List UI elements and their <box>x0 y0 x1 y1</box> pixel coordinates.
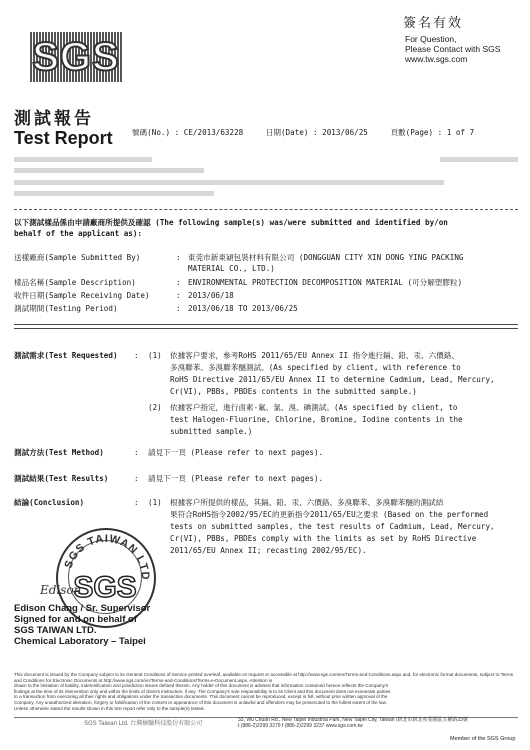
verify-line: For Question, <box>405 34 457 44</box>
item-line: 依據客户要求，參考RoHS 2011/65/EU Annex II 指令進行鎘、鉛、汞、六價鉻、 <box>170 351 459 360</box>
section-colon: : <box>134 474 139 483</box>
report-meta <box>132 127 492 138</box>
footer-company: SGS Taiwan Ltd. 台灣檢驗科技股份有限公司 <box>84 721 203 727</box>
disclaimer-line: Company. Any unauthorized alteration, forgery or falsification of the content or appearance of this document is unlawful and offenders may be prosecuted to the fullest extent of the law. <box>14 699 387 705</box>
field-value: MATERIAL CO., LTD.) <box>188 264 275 273</box>
item-line: test Halogen-Fluorine, Chlorine, Bromine, Iodine contents in the <box>170 415 463 424</box>
verify-line: Please Contact with SGS <box>405 44 501 54</box>
conclusion-line: 果符合RoHS指令2002/95/EC的更新指令2011/65/EU之要求 (Based on the performed <box>170 510 489 519</box>
redacted-line <box>14 180 444 185</box>
field-colon: : <box>176 278 181 287</box>
signatory-line: Signed for and on behalf of <box>14 614 137 625</box>
intro-line: behalf of the applicant as): <box>14 229 143 238</box>
field-label: 樣品名稱(Sample Description) <box>14 278 136 287</box>
test-requested-label: 測試需求(Test Requested) <box>14 351 118 360</box>
section-colon: : <box>134 498 139 507</box>
seal-logo: SGS <box>73 571 137 604</box>
item-line: 多溴聯苯、多溴聯苯醚測試。(As specified by client, with reference to <box>170 363 461 372</box>
field-colon: : <box>176 291 181 300</box>
divider <box>14 209 518 210</box>
field-value: ENVIRONMENTAL PROTECTION DECOMPOSITION MATERIAL (可分解塑膠粒) <box>188 278 463 287</box>
item-number: (2) <box>148 403 162 412</box>
field-label: 收件日期(Sample Receiving Date) <box>14 291 150 300</box>
test-method-value: 請見下一頁 (Please refer to next pages). <box>148 448 324 457</box>
verify-link[interactable]: www.tw.sgs.com <box>405 54 468 64</box>
section-colon: : <box>134 448 139 457</box>
report-date: 日期(Date) : 2013/06/25 <box>265 128 368 137</box>
disclaimer-line: findings at the time of its intervention only and within the limits of client's instruction, if any. The Company's sole responsibility is to its Client and this document does not exonerate parties <box>14 688 391 694</box>
sgs-logo: SGS <box>30 32 122 82</box>
report-no: 號碼(No.) : CE/2013/63228 <box>132 128 244 137</box>
svg-text:SGS TAIWAN LTD: SGS TAIWAN LTD <box>62 532 152 581</box>
conclusion-line: 根據客户所提供的樣品，其鎘、鉛、汞、六價鉻、多溴聯苯、多溴聯苯醚的測試結 <box>170 498 444 507</box>
item-number: (1) <box>148 351 162 360</box>
disclaimer-line: Unless otherwise stated the results shown in this test report refer only to the sample(s) tested. <box>14 705 205 711</box>
verify-contact <box>405 34 500 64</box>
footer-phone: t (886-2)2299 3279 f (886-2)2299 3237 www.sgs.com.tw <box>238 723 363 729</box>
field-label: 送樣廠商(Sample Submitted By) <box>14 253 141 262</box>
intro-line: 以下測試樣品係由申請廠商所提供及確認 (The following sample(s) was/were submitted and identified by/on <box>14 218 448 227</box>
field-value: 2013/06/18 TO 2013/06/25 <box>188 304 298 313</box>
disclaimer-line: to a transaction from exercising all their rights and obligations under the transaction documents. This document cannot be reproduced, except in full, without prior written approval of the <box>14 694 388 700</box>
field-colon: : <box>176 253 181 262</box>
footer-address: 33, Wu Chuan Rd., New Taipei Industrial Park, New Taipei City, Taiwan /新北市新北產業園區五權路33號 <box>238 717 468 723</box>
test-results-label: 測試結果(Test Results) <box>14 474 109 483</box>
conclusion-line: Cr(VI), PBBs, PBDEs comply with the limits as set by RoHS Directive <box>170 534 477 543</box>
report-title-cn: 測試報告 <box>14 109 94 129</box>
field-value: 東莞市新東穎包裝材料有限公司 (DONGGUAN CITY XIN DONG YING PACKING <box>188 253 464 262</box>
conclusion-line: tests on submitted samples, the test results of Cadmium, Lead, Mercury, <box>170 522 495 531</box>
item-line: 依據客户指定，進行鹵素-氟、氯、溴、碘測試。(As specified by client, to <box>170 403 458 412</box>
footer-member: Member of the SGS Group <box>450 736 516 742</box>
signatory-line: SGS TAIWAN LTD. <box>14 625 97 636</box>
report-page: 頁數(Page) : 1 of 7 <box>390 128 475 137</box>
disclaimer-line: drawn to the limitation of liability, indemnification and jurisdiction issues defined therein. Any holder of this document is advised that information contained hereon reflects the Company's <box>14 683 389 689</box>
item-line: Cr(VI), PBBs, PBDEs contents in the submitted sample.) <box>170 387 417 396</box>
footer-disclaimer <box>14 672 518 712</box>
disclaimer-line: This document is issued by the Company subject to its General Conditions of Service printed overleaf, available on request or accessible at http://www.sgs.com/en/Terms-and-Conditions.aspx and, for electronic format documents, subject to Terms and Conditions for Electronic Documents at http://www.sgs.com/en/Terms-and-Conditions/Terms-e-Document.aspx. Attention is <box>14 672 514 683</box>
field-colon: : <box>176 304 181 313</box>
field-value: 2013/06/18 <box>188 291 234 300</box>
redacted-line <box>440 157 518 162</box>
redacted-line <box>14 157 152 162</box>
conclusion-label: 結論(Conclusion) <box>14 498 85 507</box>
field-label: 測試期間(Testing Period) <box>14 304 118 313</box>
conclusion-line: 2011/65/EU Annex II; recasting 2002/95/EC). <box>170 546 367 555</box>
double-divider <box>14 324 518 329</box>
signatory-line: Chemical Laboratory – Taipei <box>14 636 146 647</box>
item-line: submitted sample.) <box>170 427 253 436</box>
redacted-line <box>14 168 204 173</box>
test-results-value: 請見下一頁 (Please refer to next pages). <box>148 474 324 483</box>
report-title-en: Test Report <box>14 128 113 148</box>
item-number: (1) <box>148 498 162 507</box>
item-line: RoHS Directive 2011/65/EU Annex II to determine Cadmium, Lead, Mercury, <box>170 375 495 384</box>
test-method-label: 測試方法(Test Method) <box>14 448 104 457</box>
signatory-line: Edison Chang / Sr. Supervisor <box>14 603 151 614</box>
verify-title: 簽名有效 <box>403 16 464 31</box>
handwritten-signature: Edison <box>40 583 82 597</box>
section-colon: : <box>134 351 139 360</box>
redacted-line <box>14 191 214 196</box>
